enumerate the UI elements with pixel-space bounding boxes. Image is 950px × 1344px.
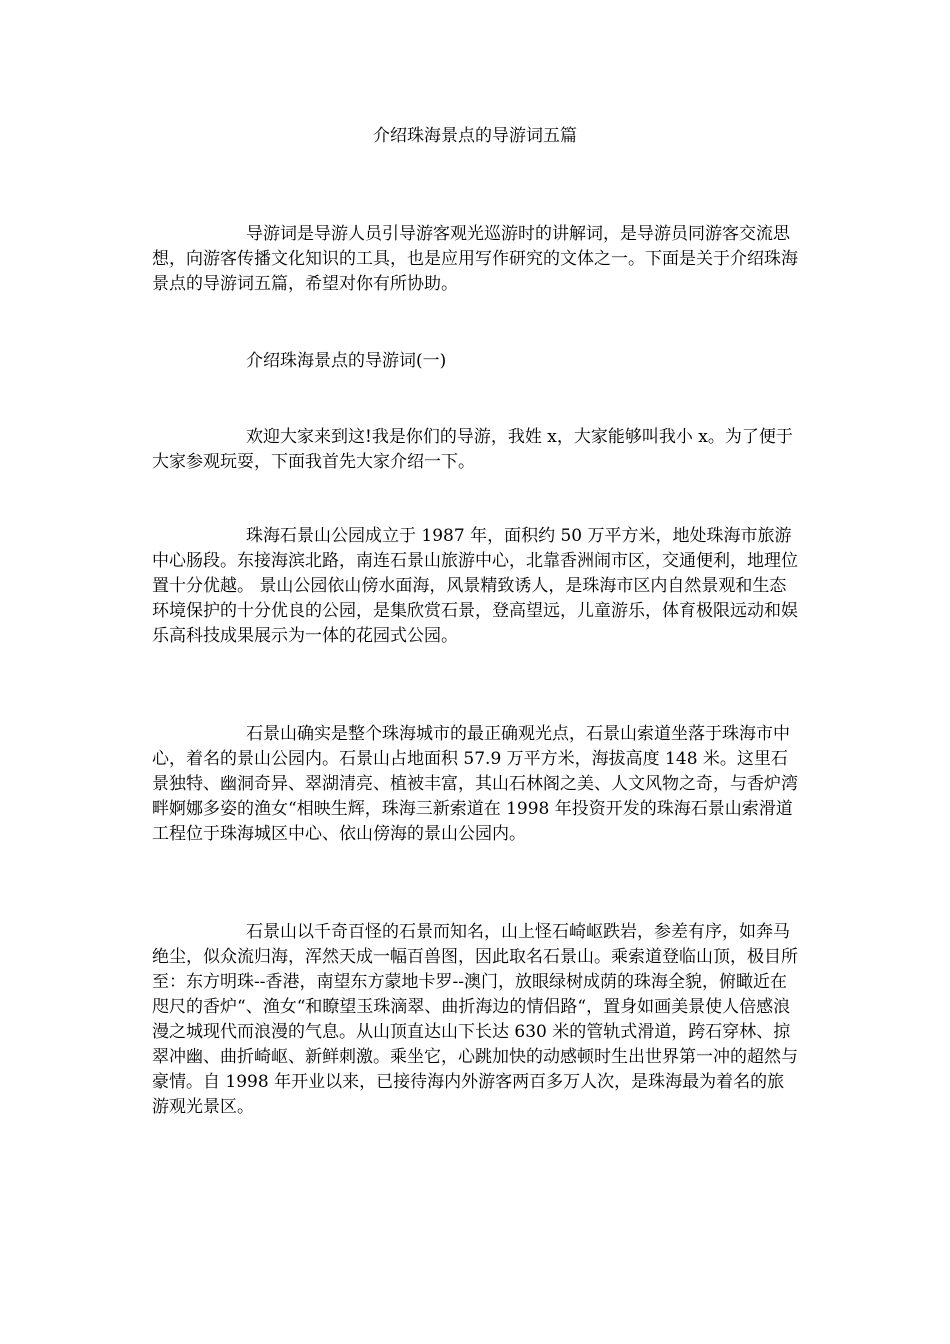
body-paragraph-cableway: 石景山确实是整个珠海城市的最正确观光点，石景山索道坐落于珠海市中心，着名的景山公园内。石景山占地面积 57.9 万平方米，海拔高度 148 米。这里石景独特、幽洞奇异、翠湖清亮、植被丰富，其山石林阁之美、人文风物之奇，与香炉湾畔婀娜多姿的渔女“相映生辉，珠海三新索道在 1998 年投资开发的珠海石景山索滑道工程位于珠海城区中心、依山傍海的景山公园内。 [152,724,798,844]
section-heading: 介绍珠海景点的导游词(一) [246,351,447,371]
body-paragraph-welcome: 欢迎大家来到这!我是你们的导游，我姓 x，大家能够叫我小 x。为了便于大家参观玩耍，下面我首先大家介绍一下。 [152,427,793,472]
intro-paragraph: 导游词是导游人员引导游客观光巡游时的讲解词，是导游员同游客交流思想，向游客传播文化知识的工具，也是应用写作研究的文体之一。下面是关于介绍珠海景点的导游词五篇，希望对你有所协助。 [152,224,798,294]
body-paragraph-park-overview: 珠海石景山公园成立于 1987 年，面积约 50 万平方米，地处珠海市旅游中心肠段。东接海滨北路，南连石景山旅游中心，北靠香洲闹市区，交通便利，地理位置十分优越。 景山公园依山傍水面海，风景精致诱人，是珠海市区内自然景观和生态环境保护的十分优良的公园，是集欣赏石景，登高望远，儿童游乐，体育极限远动和娱乐高科技成果展示为一体的花园式公园。 [152,526,798,646]
document-title: 介绍珠海景点的导游词五篇 [373,126,577,146]
body-paragraph-scenery: 石景山以千奇百怪的石景而知名，山上怪石崎岖跌岩，参差有序，如奔马绝尘，似众流归海，浑然天成一幅百兽图，因此取名石景山。乘索道登临山顶，极目所至：东方明珠--香港，南望东方蒙地卡罗--澳门，放眼绿树成荫的珠海全貌，俯瞰近在咫尺的香炉“、渔女“和瞭望玉珠滴翠、曲折海边的情侣路“，置身如画美景使人倍感浪漫之城现代而浪漫的气息。从山顶直达山下长达 630 米的管轨式滑道，跨石穿林、掠翠冲幽、曲折崎岖、新鲜刺激。乘坐它，心跳加快的动感顿时生出世界第一冲的超然与豪情。自 1998 年开业以来，已接待海内外游客两百多万人次，是珠海最为着名的旅游观光景区。 [152,922,798,1117]
